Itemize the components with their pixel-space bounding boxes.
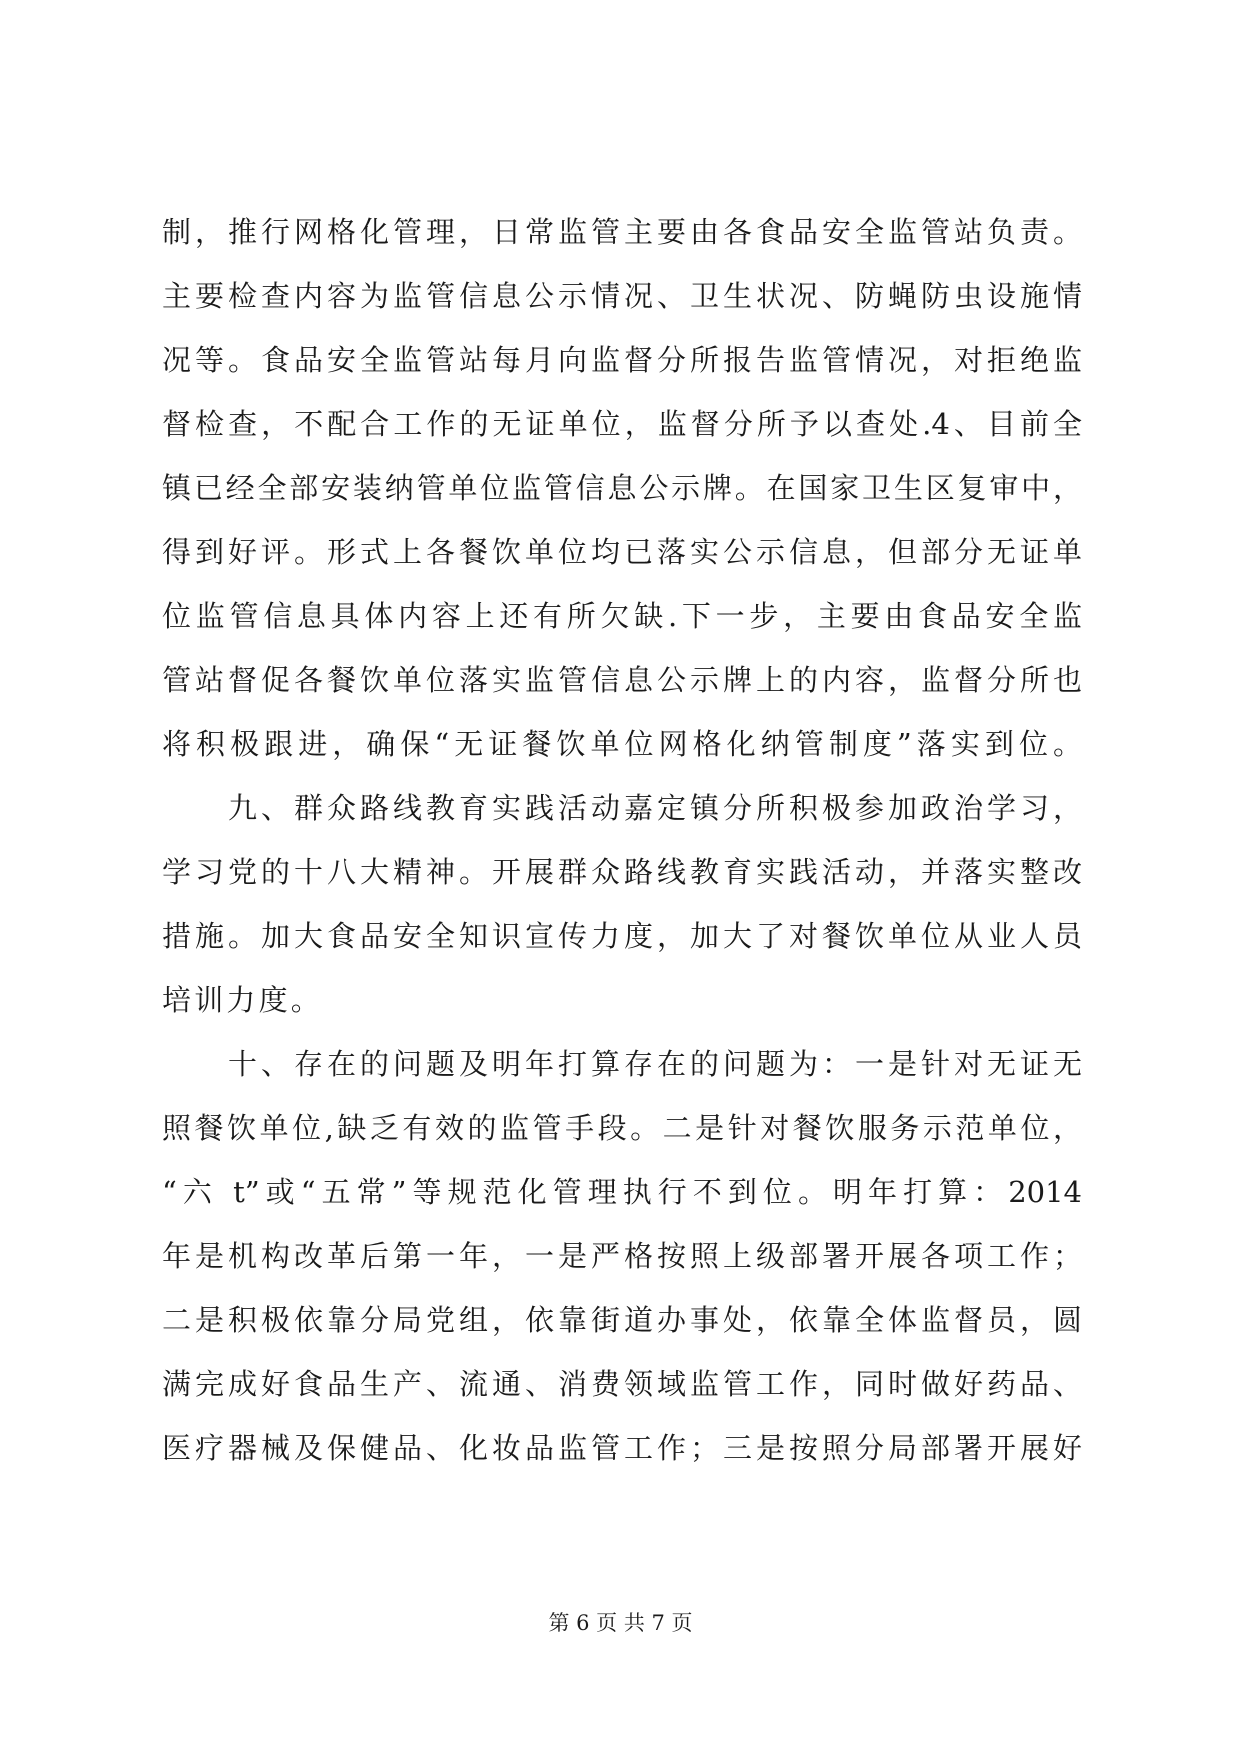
paragraph-section-9 <box>162 776 1082 1032</box>
text-line: 得到好评。形式上各餐饮单位均已落实公示信息，但部分无证单 <box>162 535 1082 569</box>
text-line: 照餐饮单位,缺乏有效的监管手段。二是针对餐饮服务示范单位， <box>162 1111 1082 1145</box>
text-line: 位监管信息具体内容上还有所欠缺.下一步，主要由食品安全监 <box>162 599 1082 633</box>
text-line: 督检查，不配合工作的无证单位，监督分所予以查处.4、目前全 <box>162 407 1082 441</box>
text-line: 管站督促各餐饮单位落实监管信息公示牌上的内容，监督分所也 <box>162 663 1082 697</box>
text-line: 将积极跟进，确保“无证餐饮单位网格化纳管制度”落实到位。 <box>162 727 1082 761</box>
text-line: 主要检查内容为监管信息公示情况、卫生状况、防蝇防虫设施情 <box>162 279 1082 313</box>
text-line: 二是积极依靠分局党组，依靠街道办事处，依靠全体监督员，圆 <box>162 1303 1082 1337</box>
text-line: 满完成好食品生产、流通、消费领域监管工作，同时做好药品、 <box>162 1367 1082 1401</box>
text-line: 年是机构改革后第一年，一是严格按照上级部署开展各项工作； <box>162 1239 1082 1273</box>
text-line: 九、群众路线教育实践活动嘉定镇分所积极参加政治学习， <box>228 791 1082 825</box>
text-line: 镇已经全部安装纳管单位监管信息公示牌。在国家卫生区复审中， <box>162 471 1082 505</box>
text-line: 学习党的十八大精神。开展群众路线教育实践活动，并落实整改 <box>162 855 1082 889</box>
document-body <box>162 200 1082 1480</box>
paragraph-section-10 <box>162 1032 1082 1480</box>
text-line: 医疗器械及保健品、化妆品监管工作；三是按照分局部署开展好 <box>162 1431 1082 1465</box>
page-number-footer: 第 6 页 共 7 页 <box>548 1611 693 1635</box>
text-line: 十、存在的问题及明年打算存在的问题为：一是针对无证无 <box>228 1047 1082 1081</box>
text-line: 措施。加大食品安全知识宣传力度，加大了对餐饮单位从业人员 <box>162 919 1082 953</box>
text-line: 培训力度。 <box>162 983 324 1017</box>
text-line: 况等。食品安全监管站每月向监督分所报告监管情况，对拒绝监 <box>162 343 1082 377</box>
text-line: 制，推行网格化管理，日常监管主要由各食品安全监管站负责。 <box>162 215 1082 249</box>
paragraph-continued <box>162 200 1082 776</box>
text-line: “六 t”或“五常”等规范化管理执行不到位。明年打算：2014 <box>162 1175 1082 1209</box>
